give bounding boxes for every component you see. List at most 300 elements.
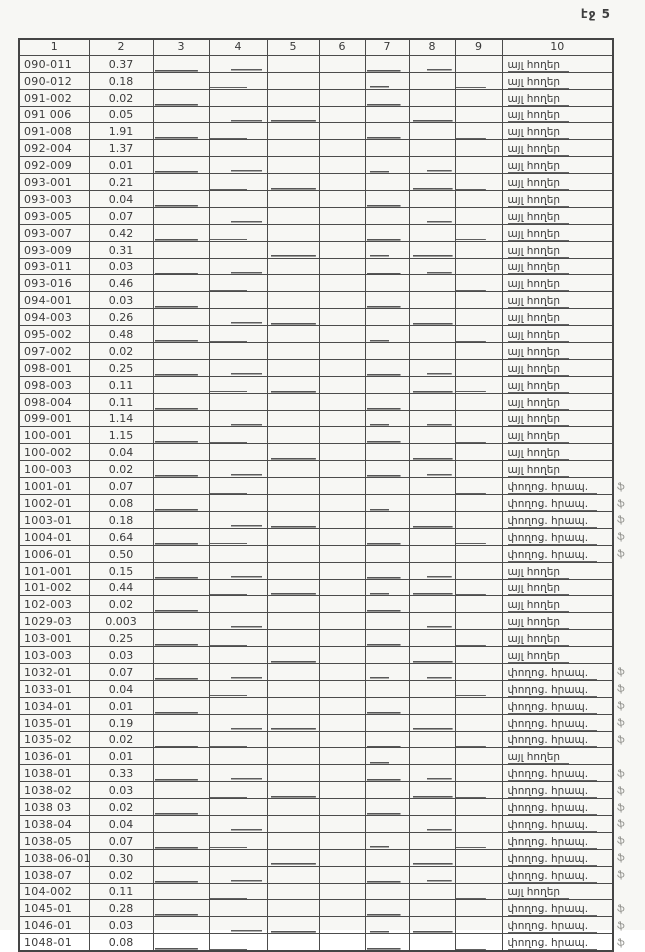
land-type-cell <box>502 478 613 495</box>
empty-cell <box>409 630 455 647</box>
area-value-cell: 1.14 <box>89 410 153 427</box>
land-type-text: փողոց. հրապ. <box>508 870 598 883</box>
empty-cell <box>153 191 209 208</box>
empty-cell <box>409 376 455 393</box>
land-type-text: փողոց. հրապ. <box>508 515 598 528</box>
parcel-code-cell: 093-009 <box>19 241 89 258</box>
empty-cell <box>409 917 455 934</box>
parcel-code-cell: 094-001 <box>19 292 89 309</box>
table-row <box>19 511 613 528</box>
empty-cell <box>409 613 455 630</box>
empty-cell <box>153 326 209 343</box>
empty-cell <box>153 883 209 900</box>
land-type-text: այլ հողեր <box>508 447 570 460</box>
empty-cell <box>319 359 365 376</box>
land-type-text: այլ հողեր <box>508 886 570 899</box>
area-value-cell: 0.04 <box>89 680 153 697</box>
empty-cell <box>365 562 409 579</box>
empty-cell <box>319 900 365 917</box>
empty-cell <box>365 123 409 140</box>
area-value-cell: 0.28 <box>89 900 153 917</box>
land-type-cell <box>502 613 613 630</box>
area-value-cell: 0.44 <box>89 579 153 596</box>
empty-cell <box>365 343 409 360</box>
empty-cell <box>365 731 409 748</box>
empty-cell <box>153 224 209 241</box>
margin-mark: ֆ <box>616 548 627 560</box>
empty-cell <box>153 427 209 444</box>
area-value-cell: 0.04 <box>89 191 153 208</box>
empty-cell <box>153 630 209 647</box>
empty-cell <box>153 680 209 697</box>
empty-cell <box>267 393 319 410</box>
empty-cell <box>409 731 455 748</box>
empty-cell <box>209 376 267 393</box>
land-type-cell <box>502 579 613 596</box>
empty-cell <box>409 410 455 427</box>
empty-cell <box>365 680 409 697</box>
empty-cell <box>409 799 455 816</box>
land-type-cell <box>502 207 613 224</box>
empty-cell <box>455 815 502 832</box>
empty-cell <box>267 157 319 174</box>
empty-cell <box>153 174 209 191</box>
land-type-text: փողոց. հրապ. <box>508 836 598 849</box>
land-type-cell <box>502 596 613 613</box>
empty-cell <box>319 934 365 951</box>
empty-cell <box>365 191 409 208</box>
table-row <box>19 207 613 224</box>
table-row <box>19 174 613 191</box>
empty-cell <box>455 917 502 934</box>
empty-cell <box>209 393 267 410</box>
land-type-text: փողոց. հրապ. <box>508 701 598 714</box>
area-value-cell: 0.21 <box>89 174 153 191</box>
column-header: 9 <box>455 39 502 55</box>
table-row <box>19 55 613 72</box>
empty-cell <box>409 697 455 714</box>
empty-cell <box>409 106 455 123</box>
table-row <box>19 815 613 832</box>
empty-cell <box>455 596 502 613</box>
empty-cell <box>267 376 319 393</box>
empty-cell <box>365 241 409 258</box>
empty-cell <box>409 309 455 326</box>
land-type-text: այլ հողեր <box>508 650 570 663</box>
land-type-text: այլ հողեր <box>508 464 570 477</box>
land-type-cell <box>502 697 613 714</box>
land-type-cell <box>502 72 613 89</box>
empty-cell <box>209 697 267 714</box>
parcel-code-cell: 100-003 <box>19 461 89 478</box>
empty-cell <box>409 241 455 258</box>
empty-cell <box>267 511 319 528</box>
empty-cell <box>209 55 267 72</box>
empty-cell <box>209 292 267 309</box>
empty-cell <box>153 241 209 258</box>
empty-cell <box>455 275 502 292</box>
parcel-code-cell: 100-002 <box>19 444 89 461</box>
empty-cell <box>209 275 267 292</box>
empty-cell <box>455 89 502 106</box>
empty-cell <box>209 410 267 427</box>
empty-cell <box>267 866 319 883</box>
area-value-cell: 0.03 <box>89 782 153 799</box>
empty-cell <box>365 207 409 224</box>
empty-cell <box>455 748 502 765</box>
land-type-text: փողոց. հրապ. <box>508 549 598 562</box>
empty-cell <box>267 292 319 309</box>
empty-cell <box>455 461 502 478</box>
empty-cell <box>267 680 319 697</box>
table-row <box>19 140 613 157</box>
land-type-cell <box>502 393 613 410</box>
empty-cell <box>455 680 502 697</box>
empty-cell <box>365 140 409 157</box>
empty-cell <box>365 748 409 765</box>
land-type-text: փողոց. հրապ. <box>508 498 598 511</box>
table-row <box>19 359 613 376</box>
parcel-code-cell: 098-003 <box>19 376 89 393</box>
empty-cell <box>319 495 365 512</box>
land-type-cell <box>502 224 613 241</box>
empty-cell <box>365 309 409 326</box>
area-value-cell: 0.31 <box>89 241 153 258</box>
parcel-code-cell: 091 006 <box>19 106 89 123</box>
empty-cell <box>209 832 267 849</box>
area-value-cell: 0.30 <box>89 849 153 866</box>
table-row <box>19 545 613 562</box>
area-value-cell: 0.03 <box>89 292 153 309</box>
empty-cell <box>365 444 409 461</box>
margin-mark: ֆ <box>616 869 627 881</box>
empty-cell <box>409 292 455 309</box>
empty-cell <box>153 866 209 883</box>
empty-cell <box>365 849 409 866</box>
empty-cell <box>365 832 409 849</box>
empty-cell <box>319 174 365 191</box>
empty-cell <box>409 157 455 174</box>
empty-cell <box>267 832 319 849</box>
empty-cell <box>365 427 409 444</box>
empty-cell <box>455 106 502 123</box>
area-value-cell: 0.48 <box>89 326 153 343</box>
column-header: 4 <box>209 39 267 55</box>
empty-cell <box>409 72 455 89</box>
empty-cell <box>153 258 209 275</box>
land-type-text: փողոց. հրապ. <box>508 920 598 933</box>
table-row <box>19 579 613 596</box>
empty-cell <box>209 748 267 765</box>
land-type-cell <box>502 680 613 697</box>
empty-cell <box>409 562 455 579</box>
table-row <box>19 343 613 360</box>
empty-cell <box>153 376 209 393</box>
empty-cell <box>319 782 365 799</box>
empty-cell <box>409 883 455 900</box>
land-type-text: այլ հողեր <box>508 430 570 443</box>
empty-cell <box>319 714 365 731</box>
empty-cell <box>153 596 209 613</box>
parcel-code-cell: 1038 03 <box>19 799 89 816</box>
area-value-cell: 1.37 <box>89 140 153 157</box>
area-value-cell: 0.19 <box>89 714 153 731</box>
empty-cell <box>267 799 319 816</box>
area-value-cell: 0.50 <box>89 545 153 562</box>
cadastral-table <box>18 38 614 952</box>
empty-cell <box>153 528 209 545</box>
empty-cell <box>209 72 267 89</box>
empty-cell <box>455 647 502 664</box>
empty-cell <box>267 258 319 275</box>
land-type-text: այլ հողեր <box>508 751 570 764</box>
empty-cell <box>455 799 502 816</box>
area-value-cell: 0.01 <box>89 697 153 714</box>
empty-cell <box>267 883 319 900</box>
land-type-cell <box>502 241 613 258</box>
empty-cell <box>209 765 267 782</box>
area-value-cell: 1.15 <box>89 427 153 444</box>
empty-cell <box>455 410 502 427</box>
empty-cell <box>209 89 267 106</box>
empty-cell <box>365 359 409 376</box>
table-row <box>19 731 613 748</box>
margin-mark: ֆ <box>616 734 627 746</box>
empty-cell <box>319 917 365 934</box>
area-value-cell: 0.07 <box>89 207 153 224</box>
empty-cell <box>455 393 502 410</box>
land-type-cell <box>502 782 613 799</box>
table-row <box>19 647 613 664</box>
table-row <box>19 258 613 275</box>
area-value-cell: 0.64 <box>89 528 153 545</box>
table-row <box>19 799 613 816</box>
empty-cell <box>267 123 319 140</box>
land-type-cell <box>502 89 613 106</box>
empty-cell <box>319 731 365 748</box>
empty-cell <box>319 647 365 664</box>
empty-cell <box>153 123 209 140</box>
column-header: 1 <box>19 39 89 55</box>
empty-cell <box>365 410 409 427</box>
area-value-cell: 0.08 <box>89 495 153 512</box>
empty-cell <box>267 697 319 714</box>
empty-cell <box>365 174 409 191</box>
empty-cell <box>319 410 365 427</box>
land-type-text: այլ հողեր <box>508 329 570 342</box>
empty-cell <box>365 72 409 89</box>
parcel-code-cell: 1035-01 <box>19 714 89 731</box>
margin-mark: ֆ <box>616 666 627 678</box>
empty-cell <box>455 174 502 191</box>
land-type-cell <box>502 647 613 664</box>
area-value-cell: 0.11 <box>89 376 153 393</box>
empty-cell <box>153 782 209 799</box>
empty-cell <box>455 731 502 748</box>
land-type-cell <box>502 663 613 680</box>
parcel-code-cell: 090-011 <box>19 55 89 72</box>
land-type-text: փողոց. հրապ. <box>508 667 598 680</box>
empty-cell <box>455 663 502 680</box>
land-type-cell <box>502 376 613 393</box>
empty-cell <box>209 461 267 478</box>
empty-cell <box>319 613 365 630</box>
empty-cell <box>209 579 267 596</box>
parcel-code-cell: 1048-01 <box>19 934 89 951</box>
empty-cell <box>409 359 455 376</box>
empty-cell <box>365 934 409 951</box>
table-row <box>19 461 613 478</box>
area-value-cell: 0.02 <box>89 731 153 748</box>
empty-cell <box>365 495 409 512</box>
margin-mark: ֆ <box>616 481 627 493</box>
area-value-cell: 0.18 <box>89 511 153 528</box>
empty-cell <box>409 528 455 545</box>
table-row <box>19 866 613 883</box>
margin-mark: ֆ <box>616 920 627 932</box>
empty-cell <box>455 292 502 309</box>
empty-cell <box>267 106 319 123</box>
parcel-code-cell: 098-004 <box>19 393 89 410</box>
empty-cell <box>267 427 319 444</box>
empty-cell <box>319 866 365 883</box>
table-row <box>19 782 613 799</box>
empty-cell <box>365 545 409 562</box>
land-type-text: փողոց. հրապ. <box>508 802 598 815</box>
empty-cell <box>209 241 267 258</box>
parcel-code-cell: 1038-07 <box>19 866 89 883</box>
empty-cell <box>153 157 209 174</box>
empty-cell <box>365 596 409 613</box>
empty-cell <box>365 461 409 478</box>
table-row <box>19 900 613 917</box>
empty-cell <box>455 427 502 444</box>
empty-cell <box>365 714 409 731</box>
empty-cell <box>319 444 365 461</box>
empty-cell <box>409 782 455 799</box>
parcel-code-cell: 1046-01 <box>19 917 89 934</box>
empty-cell <box>409 511 455 528</box>
land-type-text: այլ հողեր <box>508 566 570 579</box>
empty-cell <box>455 849 502 866</box>
empty-cell <box>409 55 455 72</box>
parcel-code-cell: 092-009 <box>19 157 89 174</box>
empty-cell <box>455 309 502 326</box>
empty-cell <box>209 140 267 157</box>
area-value-cell: 0.01 <box>89 748 153 765</box>
area-value-cell: 0.02 <box>89 596 153 613</box>
empty-cell <box>267 478 319 495</box>
empty-cell <box>455 697 502 714</box>
table-row <box>19 478 613 495</box>
area-value-cell: 0.11 <box>89 883 153 900</box>
empty-cell <box>153 900 209 917</box>
land-type-text: այլ հողեր <box>508 278 570 291</box>
empty-cell <box>319 106 365 123</box>
land-type-text: այլ հողեր <box>508 582 570 595</box>
parcel-code-cell: 093-003 <box>19 191 89 208</box>
empty-cell <box>267 596 319 613</box>
empty-cell <box>455 343 502 360</box>
land-type-cell <box>502 326 613 343</box>
parcel-code-cell: 093-007 <box>19 224 89 241</box>
empty-cell <box>409 478 455 495</box>
margin-mark: ֆ <box>616 852 627 864</box>
empty-cell <box>319 55 365 72</box>
land-type-cell <box>502 815 613 832</box>
parcel-code-cell: 093-001 <box>19 174 89 191</box>
empty-cell <box>455 714 502 731</box>
empty-cell <box>267 765 319 782</box>
empty-cell <box>267 528 319 545</box>
parcel-code-cell: 1038-05 <box>19 832 89 849</box>
table-row <box>19 663 613 680</box>
land-type-text: փողոց. հրապ. <box>508 481 598 494</box>
table-row <box>19 934 613 951</box>
empty-cell <box>153 89 209 106</box>
empty-cell <box>209 799 267 816</box>
parcel-code-cell: 090-012 <box>19 72 89 89</box>
empty-cell <box>209 545 267 562</box>
land-type-text: այլ հողեր <box>508 363 570 376</box>
empty-cell <box>319 123 365 140</box>
land-type-text: այլ հողեր <box>508 76 570 89</box>
parcel-code-cell: 093-011 <box>19 258 89 275</box>
empty-cell <box>319 663 365 680</box>
margin-mark: ֆ <box>616 717 627 729</box>
empty-cell <box>153 579 209 596</box>
empty-cell <box>365 224 409 241</box>
margin-mark: ֆ <box>616 937 627 949</box>
land-type-cell <box>502 731 613 748</box>
empty-cell <box>319 427 365 444</box>
empty-cell <box>409 849 455 866</box>
empty-cell <box>409 123 455 140</box>
empty-cell <box>319 799 365 816</box>
empty-cell <box>365 511 409 528</box>
empty-cell <box>365 883 409 900</box>
empty-cell <box>365 275 409 292</box>
area-value-cell: 0.15 <box>89 562 153 579</box>
column-header: 10 <box>502 39 613 55</box>
empty-cell <box>409 258 455 275</box>
empty-cell <box>455 511 502 528</box>
land-type-text: այլ հողեր <box>508 93 570 106</box>
empty-cell <box>365 647 409 664</box>
land-type-text: այլ հողեր <box>508 413 570 426</box>
land-type-cell <box>502 883 613 900</box>
land-type-text: փողոց. հրապ. <box>508 785 598 798</box>
empty-cell <box>365 55 409 72</box>
empty-cell <box>455 241 502 258</box>
empty-cell <box>455 562 502 579</box>
land-type-cell <box>502 427 613 444</box>
header-row <box>19 39 613 55</box>
land-type-cell <box>502 528 613 545</box>
land-type-cell <box>502 123 613 140</box>
land-type-text: այլ հողեր <box>508 177 570 190</box>
empty-cell <box>319 140 365 157</box>
empty-cell <box>365 89 409 106</box>
empty-cell <box>409 815 455 832</box>
empty-cell <box>319 596 365 613</box>
parcel-code-cell: 091-008 <box>19 123 89 140</box>
parcel-code-cell: 1001-01 <box>19 478 89 495</box>
empty-cell <box>365 765 409 782</box>
column-header: 2 <box>89 39 153 55</box>
table-row <box>19 680 613 697</box>
empty-cell <box>209 191 267 208</box>
